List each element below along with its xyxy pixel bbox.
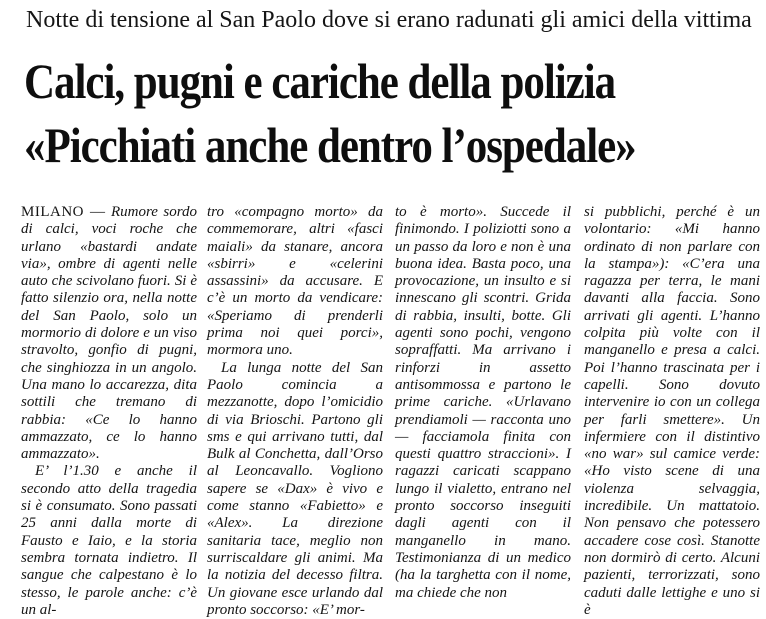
dateline: MILANO — [21, 204, 106, 220]
article-kicker: Notte di tensione al San Paolo dove si erano radunati gli amici della vittima [26, 7, 752, 33]
paragraph: si pubblichi, perché è un volontario: «Mi hanno ordinato di non parlare con la stampa»): «C’era una ragazza per terra, le mani davanti alla faccia. Sono arrivati gli agenti. L’hanno colpita più volte con il manganello e presa a calci. Poi l’hanno trascinata per i capelli. Sono dovuto intervenire io con un collega per farli smettere». Un infermiere con il distintivo «no war» sul camice verde: «Ho visto scene di una violenza selvaggia, incredibile. Un mattatoio. Non pensavo che potessero accadere cose così. Stanotte non dormirò di certo. Alcuni pazienti, terrorizzati, sono caduti dalle lettighe e uno si è [584, 204, 760, 618]
paragraph: La lunga notte del San Paolo comincia a mezzanotte, dopo l’omicidio di via Brioschi. Partono gli sms e qui arrivano tutti, dal Bulk al Conchetta, dall’Orso al Leoncavallo. Vogliono sapere se «Dax» è vivo e come stanno «Fabietto» e «Alex». La direzione sanitaria tace, meglio non surriscaldare gli animi. Ma la notizia del decesso filtra. Un giovane esce urlando dal pronto soccorso: «E’ mor- [207, 359, 383, 618]
article-body [0, 204, 766, 618]
headline-line-1: Calci, pugni e cariche della polizia [24, 53, 616, 109]
paragraph: to è morto». Succede il finimondo. I poliziotti sono a un passo da loro e non è una buona idea. Basta poco, una provocazione, un insulto e si innescano gli scontri. Grida di rabbia, insulti, botte. Gli agenti sono pochi, vengono sopraffatti. Ma arrivano i rinforzi in assetto antisommossa e partono le prime cariche. «Urlavano prendiamoli — racconta uno — facciamola finita con questi quattro straccioni». I ragazzi caricati scappano lungo il vialetto, entrano nel pronto soccorso inseguiti dagli agenti con il manganello in mano. Testimonianza di un medico (ha la targhetta con il nome, ma chiede che non [395, 204, 571, 601]
paragraph: tro «compagno morto» da commemorare, altri «fasci maiali» da stanare, ancora «sbirri» e «celerini assassini» da accusare. E c’è un morto da vendicare: «Speriamo di prenderli prima noi quei porci», mormora uno. [207, 204, 383, 359]
article-column-1 [21, 204, 197, 618]
article-column-3 [395, 204, 571, 601]
paragraph: E’ l’1.30 e anche il secondo atto della tragedia si è consumato. Sono passati 25 anni dalla morte di Fausto e Iaio, e la storia sembra tornata indietro. Il sangue che calpestano è lo stesso, le parole anche: c’è un al- [21, 463, 197, 618]
article-column-4 [584, 204, 760, 618]
article-column-2 [207, 204, 383, 618]
paragraph-text: Rumore sordo di calci, voci roche che urlano «bastardi andate via», ombre di agenti nelle auto che scivolano fuori. Si è fatto silenzio ora, nella notte del San Paolo, solo un mormorio di dolore e un viso stravolto, gonfio di pugni, che singhiozza in un angolo. Una mano lo accarezza, dita sottili che tremano di rabbia: «Ce lo hanno ammazzato, ce lo hanno ammazzato». [21, 204, 197, 463]
headline-line-2: «Picchiati anche dentro l’ospedale» [24, 117, 636, 173]
paragraph [21, 204, 197, 463]
